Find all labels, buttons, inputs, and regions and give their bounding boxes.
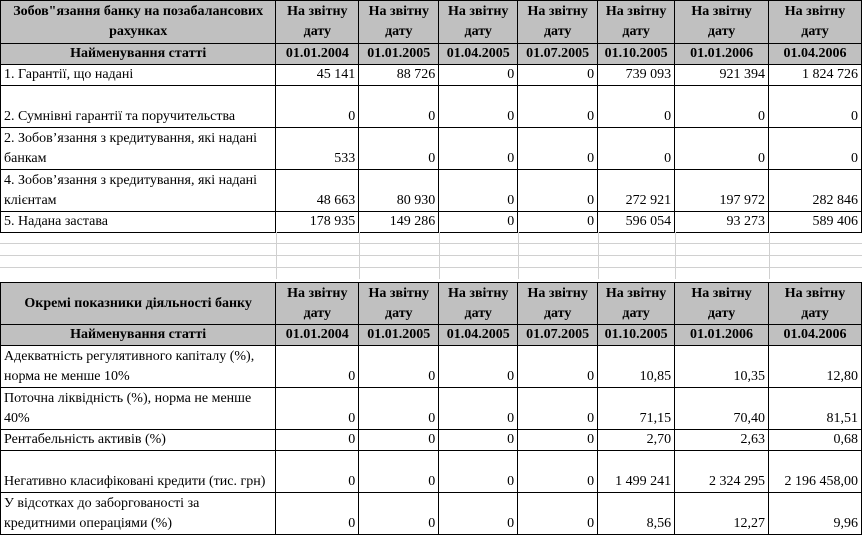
table-row (1, 451, 862, 493)
row-label: 2. Сумнівні гарантії та поручительства (1, 86, 276, 128)
table2-date-header: 01.01.2005 (359, 325, 439, 346)
table1-col-header: На звітну дату (675, 1, 769, 44)
cell-value: 0 (439, 212, 518, 233)
table1-name-header: Найменування статті (1, 44, 276, 65)
cell-value: 0 (439, 430, 518, 451)
cell-value: 0 (439, 65, 518, 86)
cell-value: 178 935 (276, 212, 359, 233)
table1-col-header: На звітну дату (439, 1, 518, 44)
empty-row (0, 244, 862, 256)
table1-date-header: 01.01.2004 (276, 44, 359, 65)
table2-date-header: 01.01.2004 (276, 325, 359, 346)
cell-value: 0 (675, 86, 769, 128)
cell-value: 0 (769, 128, 862, 170)
table2-col-header: На звітну дату (675, 283, 769, 325)
row-label: 5. Надана застава (1, 212, 276, 233)
table2-date-header: 01.10.2005 (598, 325, 675, 346)
cell-value: 0 (518, 493, 598, 535)
empty-row (0, 232, 862, 244)
row-label: Рентабельність активів (%) (1, 430, 276, 451)
cell-value: 149 286 (359, 212, 439, 233)
cell-value: 2,70 (598, 430, 675, 451)
cell-value: 0 (518, 388, 598, 430)
cell-value: 739 093 (598, 65, 675, 86)
cell-value: 10,35 (675, 346, 769, 388)
cell-value: 0 (359, 388, 439, 430)
cell-value: 0 (518, 430, 598, 451)
table-row (1, 128, 862, 170)
table2-date-header: 01.04.2005 (439, 325, 518, 346)
cell-value: 0 (598, 128, 675, 170)
cell-value: 0 (518, 128, 598, 170)
cell-value: 0 (359, 493, 439, 535)
cell-value: 0 (276, 451, 359, 493)
table2-date-header: 01.04.2006 (769, 325, 862, 346)
cell-value: 0 (518, 212, 598, 233)
cell-value: 70,40 (675, 388, 769, 430)
cell-value: 0 (439, 170, 518, 212)
table1-col-header: На звітну дату (598, 1, 675, 44)
table-row (1, 493, 862, 535)
cell-value: 282 846 (769, 170, 862, 212)
cell-value: 88 726 (359, 65, 439, 86)
table-row (1, 430, 862, 451)
cell-value: 48 663 (276, 170, 359, 212)
cell-value: 596 054 (598, 212, 675, 233)
cell-value: 272 921 (598, 170, 675, 212)
cell-value: 0 (359, 346, 439, 388)
cell-value: 2,63 (675, 430, 769, 451)
cell-value: 0 (276, 430, 359, 451)
cell-value: 0 (675, 128, 769, 170)
cell-value: 45 141 (276, 65, 359, 86)
cell-value: 197 972 (675, 170, 769, 212)
cell-value: 0,68 (769, 430, 862, 451)
table2-title: Окремі показники діяльності банку (1, 283, 276, 325)
cell-value: 921 394 (675, 65, 769, 86)
cell-value: 0 (439, 451, 518, 493)
table-row (1, 86, 862, 128)
cell-value: 0 (518, 451, 598, 493)
cell-value: 0 (276, 388, 359, 430)
table1-date-header: 01.01.2005 (359, 44, 439, 65)
table-row (1, 346, 862, 388)
table1-date-header: 01.10.2005 (598, 44, 675, 65)
table2-name-header: Найменування статті (1, 325, 276, 346)
cell-value: 0 (359, 451, 439, 493)
table1-date-header: 01.04.2005 (439, 44, 518, 65)
cell-value: 10,85 (598, 346, 675, 388)
table1-col-header: На звітну дату (518, 1, 598, 44)
table2-col-header: На звітну дату (276, 283, 359, 325)
table2-col-header: На звітну дату (769, 283, 862, 325)
cell-value: 0 (598, 86, 675, 128)
empty-row (0, 256, 862, 268)
cell-value: 80 930 (359, 170, 439, 212)
table2-col-header: На звітну дату (518, 283, 598, 325)
table1-date-header: 01.07.2005 (518, 44, 598, 65)
table2-date-header: 01.01.2006 (675, 325, 769, 346)
cell-value: 81,51 (769, 388, 862, 430)
cell-value: 0 (276, 493, 359, 535)
row-label: Адекватність регулятивного капіталу (%), норма не менше 10% (1, 346, 276, 388)
empty-rows (0, 232, 862, 279)
cell-value: 12,80 (769, 346, 862, 388)
table2-col-header: На звітну дату (598, 283, 675, 325)
cell-value: 0 (439, 128, 518, 170)
cell-value: 2 324 295 (675, 451, 769, 493)
row-label: 1. Гарантії, що надані (1, 65, 276, 86)
table1-date-header: 01.04.2006 (769, 44, 862, 65)
cell-value: 0 (359, 430, 439, 451)
empty-row (0, 268, 862, 279)
table-row (1, 388, 862, 430)
cell-value: 0 (518, 86, 598, 128)
cell-value: 533 (276, 128, 359, 170)
table-row (1, 170, 862, 212)
row-label: 4. Зобов’язання з кредитування, які надані клієнтам (1, 170, 276, 212)
cell-value: 0 (518, 65, 598, 86)
cell-value: 0 (518, 346, 598, 388)
cell-value: 0 (439, 86, 518, 128)
cell-value: 71,15 (598, 388, 675, 430)
table1-col-header: На звітну дату (359, 1, 439, 44)
cell-value: 1 499 241 (598, 451, 675, 493)
table1-date-header: 01.01.2006 (675, 44, 769, 65)
cell-value: 0 (359, 86, 439, 128)
cell-value: 0 (769, 86, 862, 128)
cell-value: 0 (518, 170, 598, 212)
cell-value: 0 (359, 128, 439, 170)
row-label: У відсотках до заборгованості за кредитними операціями (%) (1, 493, 276, 535)
cell-value: 0 (276, 346, 359, 388)
cell-value: 93 273 (675, 212, 769, 233)
row-label: Поточна ліквідність (%), норма не менше 40% (1, 388, 276, 430)
table1-col-header: На звітну дату (769, 1, 862, 44)
table2-col-header: На звітну дату (359, 283, 439, 325)
cell-value: 12,27 (675, 493, 769, 535)
table1-title: Зобов"язання банку на позабалансових рахунках (1, 1, 276, 44)
cell-value: 589 406 (769, 212, 862, 233)
indicators-table (0, 282, 862, 535)
cell-value: 0 (439, 493, 518, 535)
table-row (1, 65, 862, 86)
table1-col-header: На звітну дату (276, 1, 359, 44)
cell-value: 0 (439, 388, 518, 430)
table2-col-header: На звітну дату (439, 283, 518, 325)
offbalance-table (0, 0, 862, 233)
row-label: 2. Зобов’язання з кредитування, які надані банкам (1, 128, 276, 170)
cell-value: 8,56 (598, 493, 675, 535)
cell-value: 9,96 (769, 493, 862, 535)
cell-value: 2 196 458,00 (769, 451, 862, 493)
table2-date-header: 01.07.2005 (518, 325, 598, 346)
table-row (1, 212, 862, 233)
row-label: Негативно класифіковані кредити (тис. грн) (1, 451, 276, 493)
cell-value: 0 (276, 86, 359, 128)
cell-value: 1 824 726 (769, 65, 862, 86)
cell-value: 0 (439, 346, 518, 388)
